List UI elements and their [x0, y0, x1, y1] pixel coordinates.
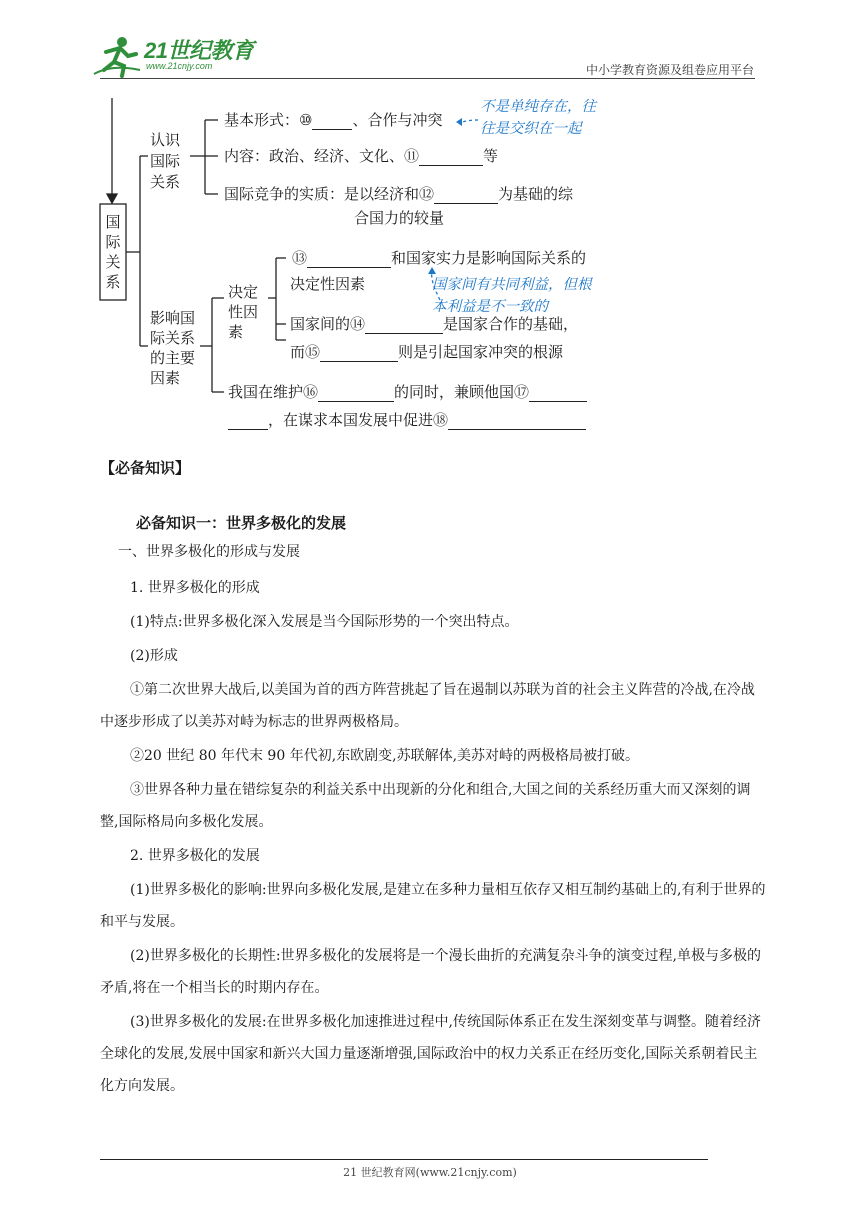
paragraph-3: ③世界各种力量在错综复杂的利益关系中出现新的分化和组合,大国之间的关系经历重大而又深刻的调整,国际格局向多极化发展。 [100, 782, 751, 830]
paragraph-heading-1: 一、世界多极化的形成与发展 [118, 544, 300, 560]
branch1-item-content: 内容：政治、经济、文化、⑪ 等 [224, 147, 499, 165]
branch2-item-13: ⑬ 和国家实力是影响国际关系的 [292, 249, 587, 267]
blank-12[interactable] [434, 187, 498, 204]
runner-logo-icon [92, 34, 142, 78]
branch2-bottom-line1: 我国在维护⑯ 的同时，兼顾他国⑰ [228, 382, 587, 402]
branch2-item-13-line2: 决定性因素 [290, 275, 366, 293]
blank-15[interactable] [320, 345, 398, 362]
paragraph-2: ②20 世纪 80 年代末 90 年代初,东欧剧变,苏联解体,美苏对峙的两极格局被打破。 [130, 748, 640, 764]
decision-factor-label: 决定 性因 素 [228, 283, 259, 341]
handwritten-note-1: 不是单纯存在，往 往是交织在一起 [480, 99, 596, 137]
paragraph-6: (3)世界多极化的发展:在世界多极化加速推进过程中,传统国际体系正在发生深刻变革与调整。随着经济全球化的发展,发展中国家和新兴大国力量逐渐增强,国际政治中的权力关系正在经历变化,国际关系朝着民主化方向发展。 [100, 1014, 761, 1094]
logo-url: www.21cnjy.com [146, 61, 213, 71]
handwritten-note-2: 国家间有共同利益，但根 本利益是不一致的 [432, 277, 592, 315]
paragraph-1: ①第二次世界大战后,以美国为首的西方阵营挑起了旨在遏制以苏联为首的社会主义阵营的冷战,在冷战中逐步形成了以美苏对峙为标志的世界两极格局。 [100, 682, 755, 730]
site-logo[interactable] [92, 34, 262, 78]
paragraph-heading-3: 2. 世界多极化的发展 [130, 848, 260, 864]
branch2-bottom-line2: ，在谋求本国发展中促进⑱ [228, 410, 586, 430]
blank-18[interactable] [448, 413, 586, 430]
paragraph-4: (1)世界多极化的影响:世界向多极化发展,是建立在多种力量相互依存又相互制约基础上的,有利于世界的和平与发展。 [100, 882, 766, 930]
logo-text: 21世纪教育 [144, 38, 254, 63]
branch1-label: 认识 国际 关系 [150, 131, 181, 191]
paragraph-5: (2)世界多极化的长期性:世界多极化的发展将是一个漫长曲折的充满复杂斗争的演变过程,单极与多极的矛盾,将在一个相当长的时期内存在。 [100, 948, 761, 996]
branch2-item-15: 而⑮ 则是引起国家冲突的根源 [290, 343, 564, 361]
header-divider [100, 78, 755, 79]
branch1-item-essence-line2: 合国力的较量 [354, 209, 445, 227]
blank-10[interactable] [312, 113, 352, 130]
blank-11[interactable] [419, 149, 483, 166]
paragraph-formation: (2)形成 [130, 648, 178, 664]
branch2-label: 影响国 际关系 的主要 因素 [150, 309, 196, 387]
blank-16[interactable] [318, 385, 394, 402]
paragraph-feature: (1)特点:世界多极化深入发展是当今国际形势的一个突出特点。 [130, 614, 519, 630]
footer-divider [100, 1159, 708, 1160]
footer-text[interactable]: 21 世纪教育网(www.21cnjy.com) [343, 1166, 517, 1179]
branch1-item-form: 基本形式：⑩ 、合作与冲突 [224, 111, 443, 129]
knowledge-diagram [0, 90, 860, 440]
section-title: 【必备知识】 [100, 459, 191, 477]
paragraph-heading-2: 1. 世界多极化的形成 [130, 580, 260, 596]
blank-13[interactable] [307, 251, 391, 268]
sub-title: 必备知识一：世界多极化的发展 [136, 514, 347, 532]
blank-14[interactable] [365, 317, 443, 334]
header-platform-name: 中小学教育资源及组卷应用平台 [585, 63, 754, 77]
root-label: 国际关系 [105, 213, 121, 291]
branch2-item-14: 国家间的⑭ 是国家合作的基础， [290, 315, 579, 333]
blank-17-cont[interactable] [228, 413, 268, 430]
blank-17[interactable] [529, 385, 587, 402]
branch1-item-essence: 国际竞争的实质：是以经济和⑫ 为基础的综 [224, 185, 574, 203]
